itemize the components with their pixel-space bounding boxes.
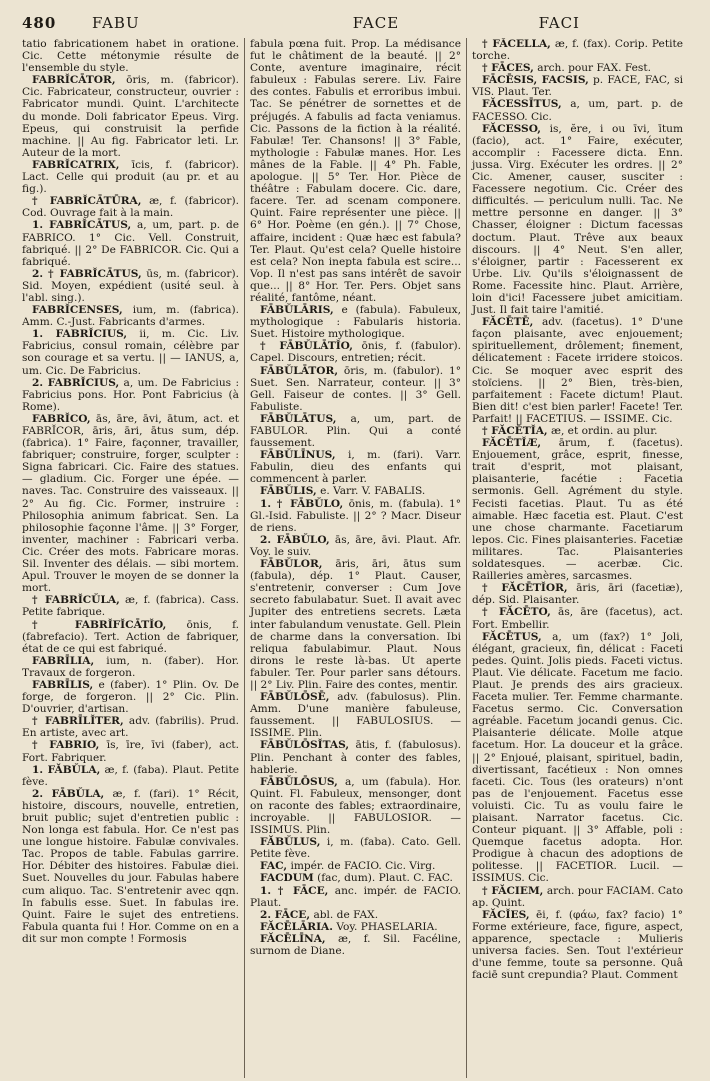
entry-headword: FĂCESSĪTUS,: [482, 98, 562, 111]
entry-definition: adv. (fabrilis). Prud. En artiste, avec art.: [22, 715, 239, 740]
column-3: [466, 38, 688, 1078]
entry-definition: ōnis, f. (fabulor). Capel. Discours, entretien; récit.: [250, 340, 462, 365]
dictionary-entry: [250, 739, 461, 775]
dictionary-entry: [472, 606, 683, 630]
entry-definition: a, um (fabula). Hor. Quint. Fl. Fabuleux, mensonger, dont on raconte des fables; extraordinaire, incroyable. || FABULOSIOR. — ISSIMUS. Plin.: [250, 775, 461, 837]
page-number: 480: [22, 14, 57, 32]
dictionary-entry: [22, 594, 239, 618]
entry-definition: i, m. (faba). Cato. Gell. Petite fève.: [250, 836, 461, 861]
entry-headword: 2. † FABRĬCĀTUS,: [32, 267, 142, 280]
entry-definition: (fac, dum). Plaut. C. FAC.: [317, 872, 453, 885]
entry-definition: ōris, m. (fabulor). 1° Suet. Sen. Narrateur, conteur. || 3° Gell. Faiseur de contes. || 3° Gell. Fabuliste.: [250, 364, 461, 413]
dictionary-entry: [472, 316, 683, 425]
entry-headword: FĀBŬLĪNUS,: [260, 449, 336, 462]
entry-definition: æ, et ordin. au plur.: [550, 425, 658, 437]
dictionary-entry: [250, 776, 461, 836]
entry-definition: ātis, f. (fabulosus). Plin. Penchant à conter des fables, hablerie.: [250, 739, 461, 776]
entry-headword: FABRĬCENSES,: [32, 304, 123, 317]
dictionary-entry: [250, 498, 461, 534]
entry-definition: ās, āre (facetus), act. Fort. Embellir.: [472, 606, 683, 631]
entry-headword: † FABRĬFĬCĀTĬO,: [32, 618, 167, 631]
entry-headword: 1. FABRĬCĀTUS,: [32, 219, 132, 232]
dictionary-entry: [472, 123, 683, 317]
entry-definition: a, um, part. p. de FACESSO. Cic.: [472, 98, 684, 123]
entry-definition: ōnis, m. (fabula). 1° Gl.-Isid. Fabuliste. || 2° ? Macr. Diseur de riens.: [250, 497, 461, 534]
entry-definition: ās, āre, āvi. Plaut. Afr. Voy. le suiv.: [250, 533, 461, 558]
entry-definition: īcis, f. (fabricor). Lact. Celle qui produit (au pr. et au fig.).: [22, 158, 240, 196]
dictionary-entry: [250, 860, 461, 872]
dictionary-entry: [472, 425, 683, 437]
entry-definition: ōnis, f. (fabrefacio). Tert. Action de fabriquer, état de ce qui est fabriqué.: [22, 618, 240, 655]
entry-headword: FĀBŬLĀTOR,: [260, 364, 339, 377]
dictionary-entry: [22, 788, 239, 945]
entry-definition: anc. impér. de FACIO. Plaut.: [250, 884, 462, 909]
entry-headword: FĂCESSO,: [482, 122, 541, 135]
dictionary-entry: [472, 582, 683, 606]
dictionary-entry: [250, 38, 461, 304]
entry-definition: ium, n. (faber). Hor. Travaux de forgeron.: [22, 654, 239, 679]
dictionary-entry: [472, 437, 683, 582]
entry-headword: 2. FĀBŬLA,: [32, 787, 105, 800]
entry-headword: FABRĬCO,: [32, 412, 91, 425]
dictionary-entry: [22, 195, 239, 219]
entry-definition: is, ĕre, i ou īvi, ītum (facio), act. 1° Faire, exécuter, accomplir : Facessere dicta. Enn. jussa. Virg. Exécuter les ordres. || 2° Cic. Amener, causer, susciter : Facessere negotium. Cic. Créer des difficultés. — periculum nulli. Tac. Ne mettre personne en danger. || 3° Chasser, éloigner : Dictum facessas doctum. Plaut. Trêve aux beaux discours. || 4° Neut. S'en aller, s'éloigner, partir : Facesserent ex Urbe. Liv. Qu'ils s'éloignassent de Rome. Facessite hinc. Plaut. Arrière, loin d'ici! Facessere jubet amicitiam. Just. Il fait taire l'amitié.: [472, 122, 683, 317]
entry-headword: † FĀCES,: [482, 62, 534, 75]
entry-headword: † FĂCĒTO,: [482, 606, 551, 619]
dictionary-entry: [22, 219, 239, 267]
dictionary-entry: [250, 691, 461, 739]
dictionary-entry: [472, 38, 683, 62]
entry-headword: FĀBŬLŌSĬTAS,: [260, 739, 350, 752]
entry-headword: † FABRĬCŬLA,: [32, 594, 120, 607]
entry-definition: arch. pour FAX. Fest.: [537, 62, 651, 75]
dictionary-entry: [472, 74, 683, 98]
entry-definition: āris, āri (facetiæ), dép. Sid. Plaisanter.: [472, 582, 683, 607]
entry-definition: æ, f. (fabrica). Cass. Petite fabrique.: [22, 594, 239, 619]
dictionary-entry: [250, 485, 461, 497]
entry-headword: 1. † FĀBŬLO,: [260, 497, 344, 510]
entry-headword: FĂCĒLĪNA,: [260, 932, 326, 945]
dictionary-entry: [472, 631, 683, 885]
dictionary-entry: [250, 836, 461, 860]
entry-definition: æ, f. Sil. Facéline, surnom de Diane.: [250, 932, 461, 958]
guide-word-right: FACI: [538, 14, 580, 32]
entry-definition: a, um, part. p. de FABRICO. 1° Cic. Vell. Construit, fabriqué. || 2° De FABRICOR. Cic. Qui a fabriqué.: [22, 219, 240, 268]
dictionary-entry: [472, 98, 683, 122]
entry-headword: FAC,: [260, 860, 288, 873]
entry-headword: FĀBŬLOR,: [260, 558, 323, 571]
entry-definition: adv. (facetus). 1° D'une façon plaisante, avec enjouement; spirituellement, drôlement; finement, délicatement : Facete irridere stoicos. Cic. Se moquer avec esprit des stoïciens. || 2° Bien, très-bien, parfaitement : Facete dictum! Plaut. Bien dit! c'est bien parler! Facete! Ter. Parfait! || FACETIUS. — ISSIME. Cic.: [472, 316, 683, 425]
dictionary-entry: [22, 739, 239, 763]
entry-definition: ōris, m. (fabricor). Cic. Fabricateur, constructeur, ouvrier : Fabricator mundi. Quint. L'architecte du monde. Doli fabricator Epeus. Virg. Epeus, qui construisit la perfide machine. || Au fig. Fabricator leti. Lr. Auteur de la mort.: [22, 74, 239, 159]
guide-word-left: FABU: [92, 14, 140, 32]
dictionary-entry: [250, 365, 461, 413]
dictionary-entry: [22, 328, 239, 376]
entry-headword: † FABRĬCĀTŪRA,: [32, 195, 142, 208]
entry-headword: † FĂCĒTĬA,: [482, 425, 548, 437]
dictionary-entry: [22, 413, 239, 594]
entry-headword: FĂCĒTĒ,: [482, 316, 534, 329]
entry-headword: FĀCĒSIS, FACSIS,: [482, 74, 589, 87]
entry-headword: 2. FĀBŬLO,: [260, 533, 330, 546]
entry-headword: FĀBŬLIS,: [260, 485, 317, 498]
dictionary-entry: [22, 74, 239, 159]
entry-definition: adv. (fabulosus). Plin. Amm. D'une manière fabuleuse, faussement. || FABULOSIUS. — ISSIME. Plin.: [250, 691, 461, 740]
entry-headword: FABRĬCĀTOR,: [32, 74, 116, 87]
entry-headword: FĀBŬLŌSĒ,: [260, 691, 330, 704]
entry-definition: ii, m. Cic. Liv. Fabricius, consul romain, célèbre par son courage et sa vertu. || — IANUS, a, um. Cic. De Fabricius.: [22, 328, 239, 377]
dictionary-entry: [22, 304, 239, 328]
entry-headword: 2. FĀCE,: [260, 908, 311, 921]
entry-definition: e (fabula). Fabuleux, mythologique : Fabularis historia. Suet. Histoire mythologique.: [250, 304, 461, 341]
dictionary-entry: [22, 715, 239, 739]
dictionary-entry: [250, 340, 461, 364]
entry-definition: ēi, f. (φάω, fax? facio) 1° Forme extérieure, face, figure, aspect, apparence, spectacle : Mulieris universa facies. Sen. Tout l'extérieur d'une femme, toute sa personne. Quâ faciē sunt crepundia? Plaut. Comment: [472, 908, 683, 982]
columns: [22, 38, 690, 1078]
entry-headword: FĀBŬLĀRIS,: [260, 304, 334, 317]
entry-headword: FĂBŬLUS,: [260, 836, 321, 849]
entry-headword: † FĀCELLA,: [482, 38, 551, 50]
entry-definition: īs, īre, īvi (faber), act. Fort. Fabriquer.: [22, 739, 239, 764]
entry-headword: FĂCĒTUS,: [482, 630, 542, 643]
dictionary-entry: [250, 921, 461, 933]
entry-definition: æ, f. (faba). Plaut. Petite fève.: [22, 763, 239, 788]
dictionary-entry: [22, 268, 239, 304]
entry-definition: æ, f. (fax). Corip. Petite torche.: [472, 38, 683, 63]
entry-definition: Voy. PHASELARIA.: [336, 920, 438, 933]
dictionary-entry: [472, 62, 683, 74]
dictionary-entry: [250, 449, 461, 485]
entry-definition: p. FACE, FAC, si VIS. Plaut. Ter.: [472, 74, 683, 99]
dictionary-entry: [22, 619, 239, 655]
entry-headword: † FĂCIEM,: [482, 884, 544, 897]
entry-definition: æ, f. (fabricor). Cod. Ouvrage fait à la main.: [22, 195, 239, 220]
entry-headword: FĂCĒTĬÆ,: [482, 437, 542, 450]
dictionary-entry: [250, 885, 461, 909]
guide-word-center: FACE: [352, 14, 400, 32]
entry-headword: FACDUM: [260, 872, 314, 885]
dictionary-entry: [472, 885, 683, 909]
entry-headword: 1. † FĀCE,: [260, 884, 329, 897]
dictionary-entry: [250, 909, 461, 921]
entry-headword: † FABRĪLĬTER,: [32, 715, 124, 728]
dictionary-entry: [472, 909, 683, 982]
entry-definition: e. Varr. V. FABALIS.: [320, 485, 426, 498]
entry-definition: arch. pour FACIAM. Cato ap. Quint.: [472, 884, 683, 909]
entry-definition: abl. de FAX.: [313, 908, 379, 921]
dictionary-entry: [250, 304, 461, 340]
entry-definition: ium, m. (fabrica). Amm. C.-Just. Fabricants d'armes.: [22, 304, 239, 329]
dictionary-entry: [22, 764, 239, 788]
dictionary-entry: [22, 377, 239, 413]
entry-headword: † FABRIO,: [32, 739, 100, 752]
dictionary-entry: [22, 679, 239, 715]
running-header: [22, 14, 690, 36]
entry-headword: 1. FĂBŬLA,: [32, 763, 101, 776]
dictionary-entry: [22, 655, 239, 679]
dictionary-entry: [22, 38, 239, 74]
dictionary-entry: [250, 872, 461, 884]
entry-headword: † FĂCĒTĬOR,: [482, 582, 568, 595]
entry-definition: æ, f. (fari). 1° Récit, histoire, discours, nouvelle, entretien, bruit public; sujet d'entretien public : Non longa est fabula. Hor. Ce n'est pas une longue histoire. Fabulæ convivales. Tac. Propos de table. Fabulas garrire. Hor. Débiter des histoires. Fabulæ diei. Suet. Nouvelles du jour. Fabulas habere cum aliquo. Tac. S'entretenir avec qqn. In fabulis esse. Suet. In fabulas ire. Quint. Faire le sujet des entretiens. Fabula quanta fui ! Hor. Comme on en a dit sur mon compte ! Formosis: [22, 787, 240, 945]
entry-definition: tatio fabricationem habet in oratione. Cic. Cette métonymie résulte de l'ensemble du style.: [22, 38, 239, 75]
entry-definition: e (faber). 1° Plin. Ov. De forge, de forgeron. || 2° Cic. Plin. D'ouvrier, d'artisan.: [22, 678, 239, 716]
entry-headword: FĀBŬLĀTUS,: [260, 412, 337, 425]
entry-definition: ās, āre, āvi, ātum, act. et FABRĬCOR, āris, āri, ātus sum, dép. (fabrica). 1° Faire, façonner, travailler, fabriquer; construire, forger, sculpter : Signa fabricari. Cic. Faire des statues. — gladium. Cic. Forger une épée. — naves. Tac. Construire des vaisseaux. || 2° Au fig. Cic. Former, instruire : Philosophia animum fabricat. Sen. La philosophie façonne l'âme. || 3° Forger, inventer, machiner : Fabricari verba. Cic. Créer des mots. Fabricare moras. Sil. Inventer des délais. — sibi mortem. Apul. Trouver le moyen de se donner la mort.: [22, 412, 239, 595]
column-2: [244, 38, 466, 1078]
entry-headword: FABRĪLIA,: [32, 654, 95, 667]
dictionary-entry: [250, 413, 461, 449]
entry-definition: impér. de FACIO. Cic. Virg.: [290, 860, 436, 873]
entry-headword: FABRĪLIS,: [32, 678, 94, 691]
entry-definition: āris, āri, ātus sum (fabula), dép. 1° Plaut. Causer, s'entretenir, converser : Cum Jove secreto fabulabatur. Suet. Il avait avec Jupiter des entretiens secrets. Læta inter fabulandum venustate. Gell. Plein de charme dans la conversation. Ibi reliqua fabulabimur. Plaut. Nous dirons le reste là-bas. Ut aperte fabuler. Ter. Pour parler sans détours. || 2° Liv. Plin. Faire des contes, mentir.: [250, 558, 461, 691]
dictionary-entry: [250, 558, 461, 691]
entry-definition: ūs, m. (fabricor). Sid. Moyen, expédient (usité seul. à l'abl. sing.).: [22, 267, 239, 304]
entry-definition: i, m. (fari). Varr. Fabulin, dieu des enfants qui commencent à parler.: [250, 449, 462, 486]
entry-definition: a, um, part. de FABULOR. Plin. Qui a conté faussement.: [250, 412, 462, 450]
entry-headword: FĂCĒLĀRIA.: [260, 920, 333, 933]
dictionary-entry: [250, 933, 461, 957]
entry-definition: fabula pœna fuit. Prop. La médisance fut le châtiment de la beauté. || 2° Conte, aventure imaginaire, récit fabuleux : Fabulas serere. Liv. Faire des contes. Fabulis et erroribus imbui. Tac. Se pénétrer de sornettes et de préjugés. A fabulis ad facta veniamus. Cic. Passons de la fiction à la réalité. Fabulæ! Ter. Chansons! || 3° Fable, mythologie : Fabulæ manes. Hor. Les mânes de la Fable. || 4° Ph. Fable, apologue. || 5° Ter. Hor. Pièce de théâtre : Fabulam docere. Cic. dare, facere. Ter. ad scenam componere. Quint. Faire représenter une pièce. || 6° Hor. Poème (en gén.). || 7° Chose, affaire, incident : Quæ hæc est fabula? Ter. Plaut. Qu'est cela? Quelle histoire est cela? Non inepta fabula est scire... Vop. Il n'est pas sans intérêt de savoir que... || 8° Hor. Ter. Pers. Objet sans réalité, fantôme, néant.: [250, 38, 461, 304]
entry-headword: 1. FABRĬCIUS,: [32, 328, 128, 341]
column-1: [22, 38, 244, 1078]
entry-definition: a, um (fax?) 1° Joli, élégant, gracieux, fin, délicat : Faceti pedes. Quint. Jolis pieds. Faceti victus. Plaut. Vie délicate. Facetum me facio. Plaut. Je prends des airs gracieux. Faceta mulier. Ter. Femme charmante. Facetus sermo. Cic. Conversation agréable. Facetum jocandi genus. Cic. Plaisanterie délicate. Molle atque facetum. Hor. La douceur et la grâce. || 2° Enjoué, plaisant, spirituel, badin, divertissant, facétieux : Non omnes faceti. Cic. Tous (les orateurs) n'ont pas de l'enjouement. Facetus esse voluisti. Cic. Tu as voulu faire le plaisant. Narrator facetus. Cic. Conteur piquant. || 3° Affable, poli : Quemque facetus adopta. Hor. Prodigue à chacun des adoptions de politesse. || FACETIOR. Lucil. — ISSIMUS. Cic.: [472, 630, 683, 885]
dictionary-entry: [250, 534, 461, 558]
entry-headword: FĂCĬES,: [482, 908, 530, 921]
entry-definition: a, um. De Fabricius : Fabricius pons. Hor. Pont Fabricius (à Rome).: [22, 376, 240, 413]
entry-headword: FĀBŬLŌSUS,: [260, 775, 338, 788]
dictionary-entry: [22, 159, 239, 195]
entry-definition: ārum, f. (facetus). Enjouement, grâce, esprit, finesse, trait d'esprit, mot plaisant, plaisanterie, facétie : Facetia sermonis. Gell. Agrément du style. Fecisti facetias. Plaut. Tu as été aimable. Hæc facetia est. Plaut. C'est une chose charmante. Facetiarum lepos. Cic. Fines plaisanteries. Facetiæ militares. Tac. Plaisanteries soldatesques. — acerbæ. Cic. Railleries amères, sarcasmes.: [472, 437, 683, 583]
entry-headword: 2. FABRĬCIUS,: [32, 376, 120, 389]
entry-headword: † FĀBŬLĀTĬO,: [260, 340, 353, 353]
entry-headword: FABRĬCATRIX,: [32, 158, 120, 171]
